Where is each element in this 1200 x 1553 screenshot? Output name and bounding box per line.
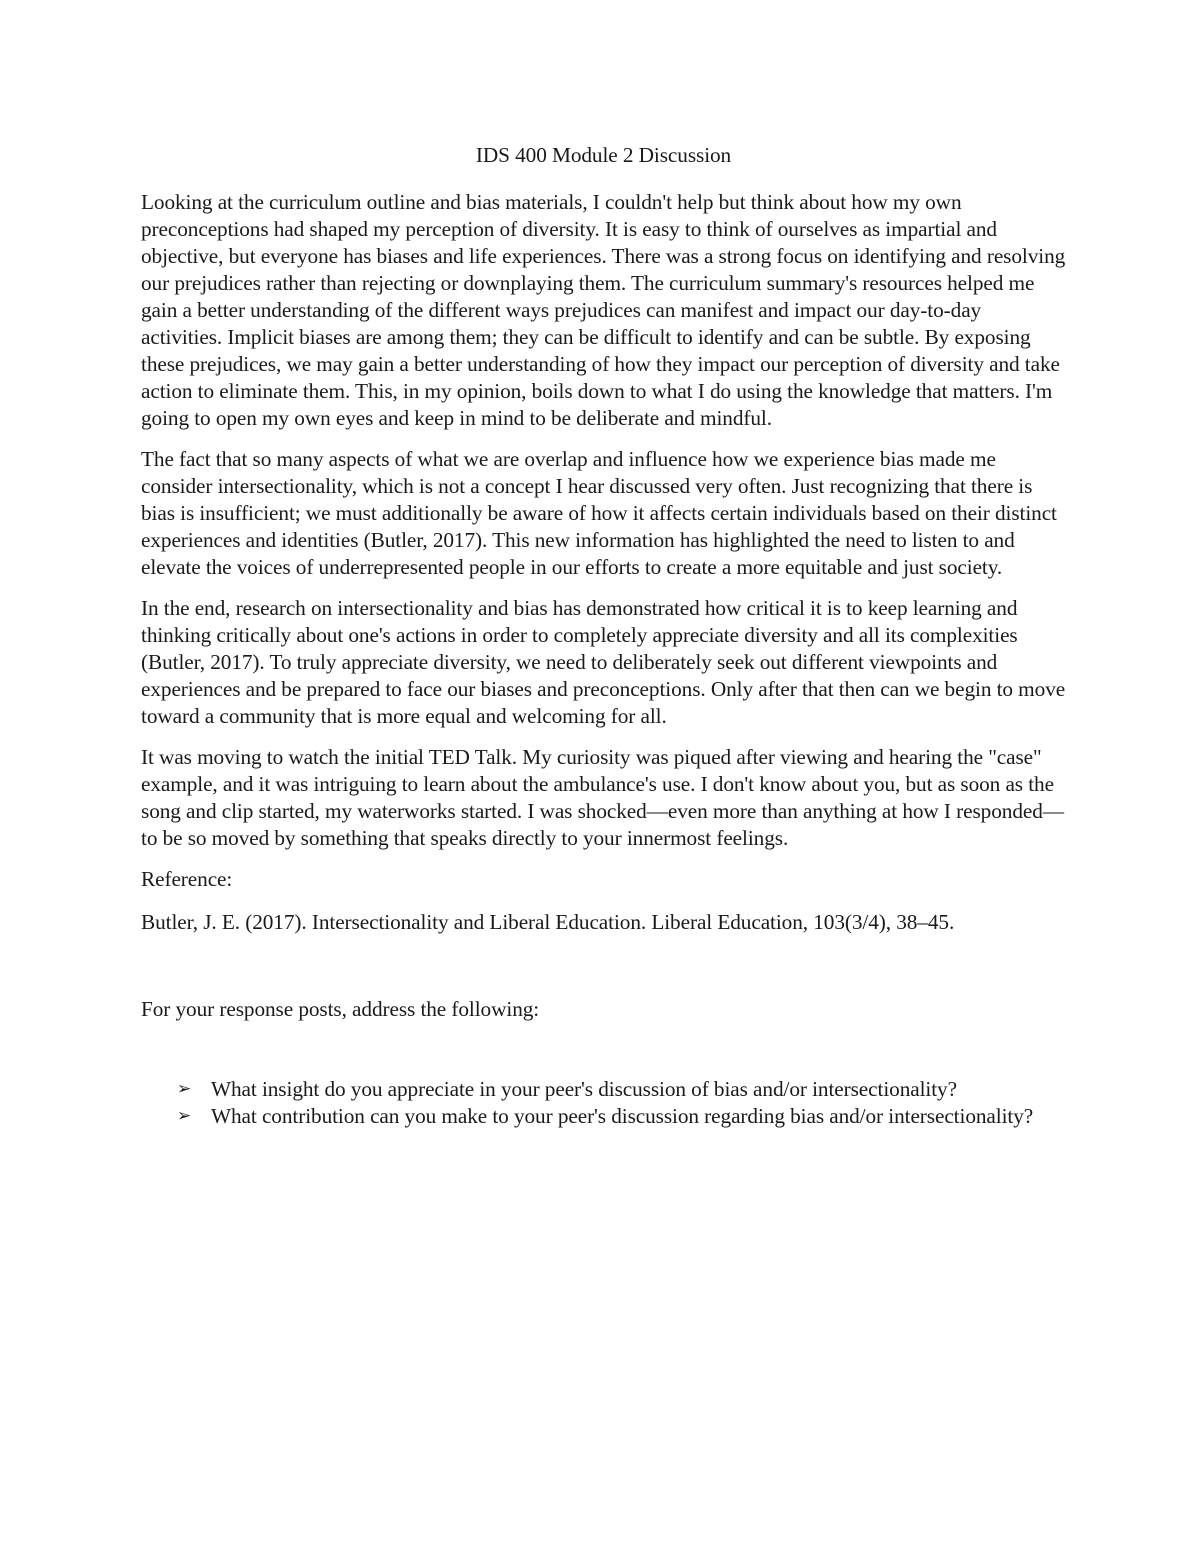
body-paragraph-3: In the end, research on intersectionality and bias has demonstrated how critical it is to keep learning and thinking critically about one's actions in order to completely appreciate diversity and all its complexities (Butler, 2017). To truly appreciate diversity, we need to deliberately seek out different viewpoints and experiences and be prepared to face our biases and preconceptions. Only after that then can we begin to move toward a community that is more equal and welcoming for all. xyxy=(141,596,1066,728)
arrowhead-bullet-icon: ➢ xyxy=(177,1106,192,1126)
body-paragraph-2: The fact that so many aspects of what we are overlap and influence how we experience bias made me consider intersectionality, which is not a concept I hear discussed very often. Just recognizing that there is bias is insufficient; we must additionally be aware of how it affects certain individuals based on their distinct experiences and identities (Butler, 2017). This new information has highlighted the need to listen to and elevate the voices of underrepresented people in our efforts to create a more equitable and just society. xyxy=(141,447,1057,579)
response-question-1: What insight do you appreciate in your peer's discussion of bias and/or intersectionality? xyxy=(211,1077,957,1101)
reference-entry: Butler, J. E. (2017). Intersectionality and Liberal Education. Liberal Education, 103(3/4), 38–45. xyxy=(141,910,955,934)
response-question-list xyxy=(141,1076,1066,1130)
arrowhead-bullet-icon: ➢ xyxy=(177,1079,192,1099)
list-item xyxy=(141,1076,1066,1103)
body-paragraph-1: Looking at the curriculum outline and bias materials, I couldn't help but think about how my own preconceptions had shaped my perception of diversity. It is easy to think of ourselves as impartial and objective, but everyone has biases and life experiences. There was a strong focus on identifying and resolving our prejudices rather than rejecting or downplaying them. The curriculum summary's resources helped me gain a better understanding of the different ways prejudices can manifest and impact our day-to-day activities. Implicit biases are among them; they can be difficult to identify and can be subtle. By exposing these prejudices, we may gain a better understanding of how they impact our perception of diversity and take action to eliminate them. This, in my opinion, boils down to what I do using the knowledge that matters. I'm going to open my own eyes and keep in mind to be deliberate and mindful. xyxy=(141,190,1066,430)
document-title: IDS 400 Module 2 Discussion xyxy=(475,143,732,167)
list-item xyxy=(141,1103,1066,1130)
document-body xyxy=(141,141,1066,1130)
reference-heading: Reference: xyxy=(141,867,233,891)
response-prompt: For your response posts, address the following: xyxy=(141,997,540,1021)
response-question-2: What contribution can you make to your peer's discussion regarding bias and/or intersectionality? xyxy=(211,1104,1034,1128)
body-paragraph-4: It was moving to watch the initial TED Talk. My curiosity was piqued after viewing and hearing the "case" example, and it was intriguing to learn about the ambulance's use. I don't know about you, but as soon as the song and clip started, my waterworks started. I was shocked—even more than anything at how I responded—to be so moved by something that speaks directly to your innermost feelings. xyxy=(141,745,1064,850)
